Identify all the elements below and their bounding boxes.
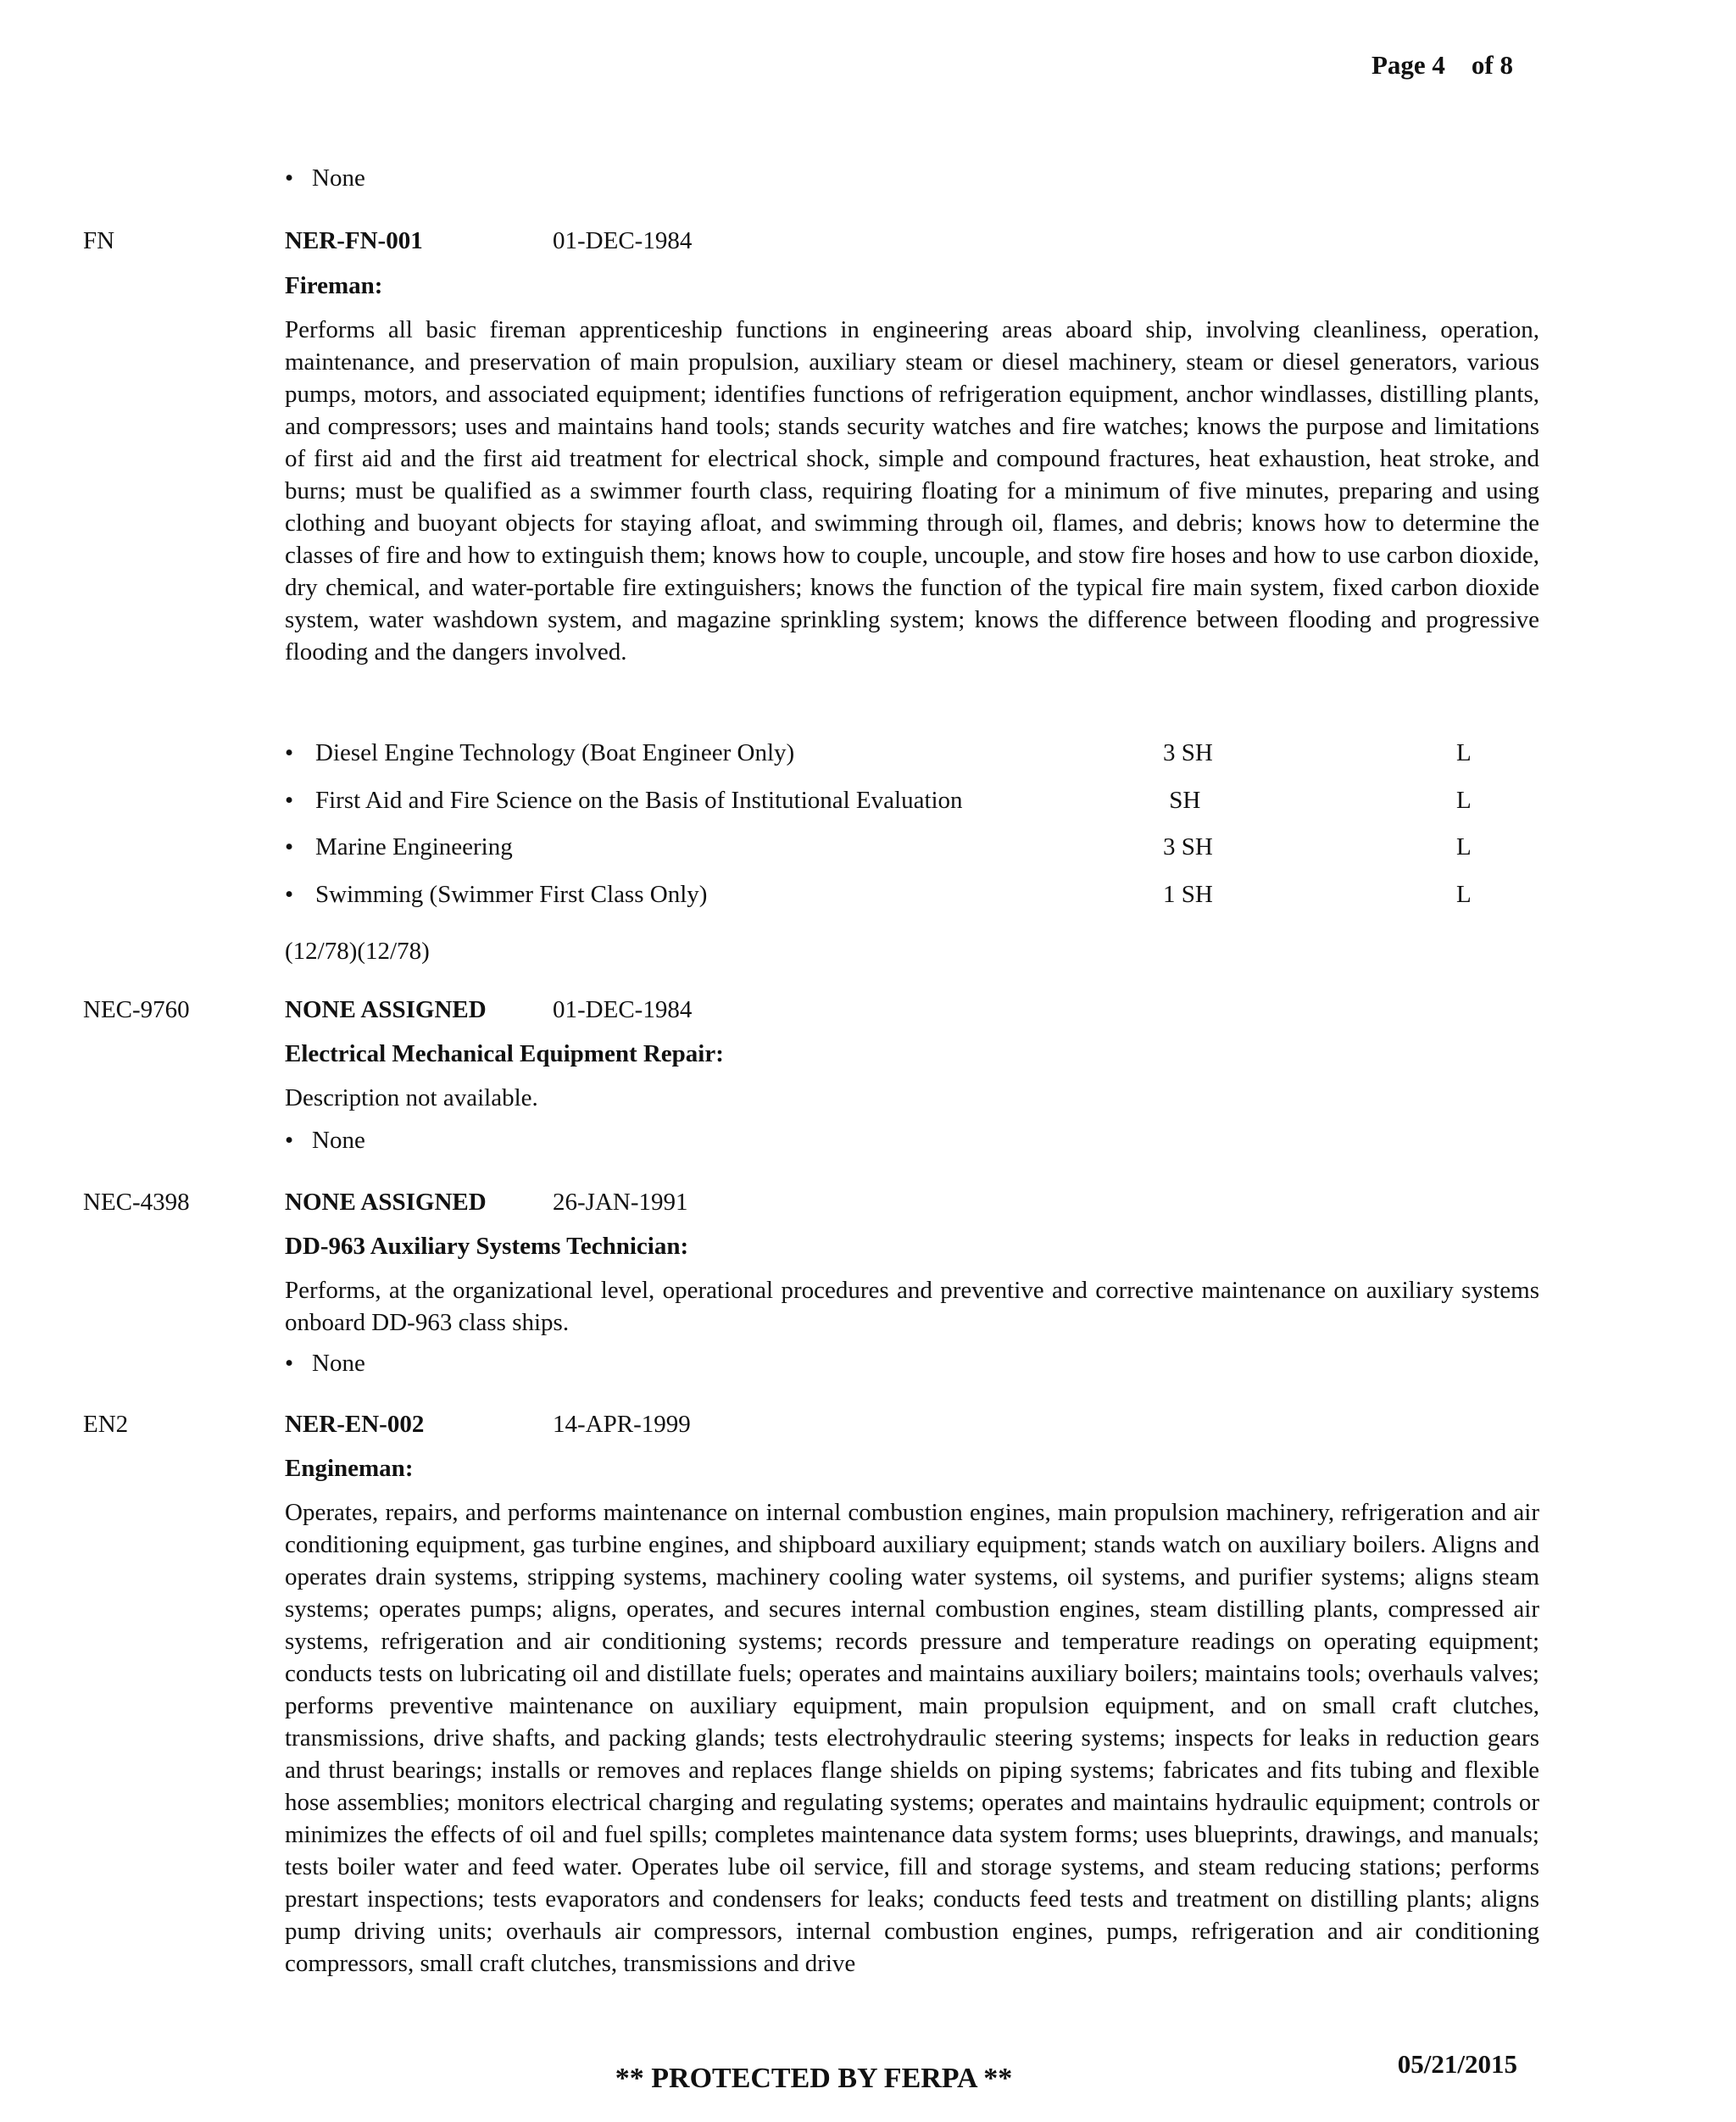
course-level: L <box>1456 833 1472 860</box>
course-row <box>285 878 1488 911</box>
entry-description: Operates, repairs, and performs maintenance on internal combustion engines, main propulsion machinery, refrigeration and air conditioning equipment, gas turbine engines, and shipboard auxiliary equipment; stands watch on auxiliary boilers. Aligns and operates drain systems, stripping systems, machinery cooling water systems, oil systems, and purifier systems; aligns steam systems; operates pumps; aligns, operates, and secures internal combustion engines, steam distilling plants, compressed air systems, refrigeration and air conditioning systems; records pressure and temperature readings on operating equipment; conducts tests on lubricating oil and distillate fuels; operates and maintains auxiliary boilers; maintains tools; overhauls valves; performs preventive maintenance on auxiliary equipment, main propulsion equipment, and on small craft clutches, transmissions, drive shafts, and packing glands; tests electrohydraulic steering systems; inspects for leaks in reduction gears and thrust bearings; installs or removes and replaces flange shields on piping systems; fabricates and fits tubing and flexible hose assemblies; monitors electrical charging and regulating systems; operates and maintains hydraulic equipment; controls or minimizes the effects of oil and fuel spills; completes maintenance data system forms; uses blueprints, drawings, and manuals; tests boiler water and feed water. Operates lube oil service, fill and storage systems, and steam reducing stations; performs prestart inspections; tests evaporators and condensers for leaks; conducts feed tests and treatment on distilling plants; aligns pump driving units; overhauls air compressors, internal combustion engines, pumps, refrigeration and air conditioning compressors, small craft clutches, transmissions and drive <box>285 1499 1539 1977</box>
entry-ner-id: NER-FN-001 <box>285 227 423 254</box>
course-name: • First Aid and Fire Science on the Basis of Institutional Evaluation <box>285 784 963 816</box>
entry-title: DD-963 Auxiliary Systems Technician: <box>285 1233 689 1260</box>
course-level: L <box>1456 881 1472 908</box>
entry-date: 01-DEC-1984 <box>553 996 693 1023</box>
course-level: L <box>1456 739 1472 766</box>
entry-title: Electrical Mechanical Equipment Repair: <box>285 1040 724 1067</box>
footer-date: 05/21/2015 <box>1397 2049 1517 2079</box>
ferpa-notice: ** PROTECTED BY FERPA ** <box>615 2063 1013 2094</box>
course-name: • Swimming (Swimmer First Class Only) <box>285 878 707 911</box>
entry-date: 14-APR-1999 <box>553 1411 691 1438</box>
entry-description: Description not available. <box>285 1084 538 1111</box>
course-level: L <box>1456 787 1472 814</box>
entry-note: (12/78)(12/78) <box>285 938 430 965</box>
entry-ner-id: NER-EN-002 <box>285 1411 425 1438</box>
course-credit: 3 SH <box>1163 739 1213 766</box>
entry-date: 01-DEC-1984 <box>553 227 693 254</box>
entry-ner-id: NONE ASSIGNED <box>285 996 487 1023</box>
entry-description: Performs, at the organizational level, operational procedures and preventive and corrective maintenance on auxiliary systems onboard DD-963 class ships. <box>285 1277 1539 1336</box>
entry-title: Engineman: <box>285 1455 414 1482</box>
entry-description: Performs all basic fireman apprenticeship functions in engineering areas aboard ship, involving cleanliness, operation, maintenance, and preservation of main propulsion, auxiliary steam or diesel machinery, steam or diesel generators, various pumps, motors, and associated equipment; identifies functions of refrigeration equipment, anchor windlasses, distilling plants, and compressors; uses and maintains hand tools; stands security watches and fire watches; knows the purpose and limitations of first aid and the first aid treatment for electrical shock, simple and compound fractures, heat exhaustion, heat stroke, and burns; must be qualified as a swimmer fourth class, requiring floating for a minimum of five minutes, preparing and using clothing and buoyant objects for staying afloat, and swimming through oil, flames, and debris; knows how to determine the classes of fire and how to extinguish them; knows how to couple, uncouple, and stow fire hoses and how to use carbon dioxide, dry chemical, and water-portable fire extinguishers; knows the function of the typical fire main system, fixed carbon dioxide system, water washdown system, and magazine sprinkling system; knows the difference between flooding and progressive flooding and the dangers involved. <box>285 316 1539 666</box>
course-row <box>285 737 1488 769</box>
entry-date: 26-JAN-1991 <box>553 1189 688 1216</box>
course-credit: 3 SH <box>1163 833 1213 860</box>
entry-bullet: • None <box>285 1124 365 1156</box>
page-total: of 8 <box>1471 50 1513 80</box>
entry-code: NEC-9760 <box>83 996 190 1023</box>
entry-bullet: • None <box>285 1347 365 1379</box>
entry-title: Fireman: <box>285 272 383 299</box>
page-label: Page 4 <box>1371 50 1445 80</box>
entry-code: NEC-4398 <box>83 1189 190 1216</box>
entry-code: FN <box>83 227 115 254</box>
entry-code: EN2 <box>83 1411 129 1438</box>
page-number <box>1372 49 1513 81</box>
course-name: • Marine Engineering <box>285 831 513 863</box>
course-name: • Diesel Engine Technology (Boat Engineer Only) <box>285 737 794 769</box>
course-credit: 1 SH <box>1163 881 1213 908</box>
intro-bullet: • None <box>285 162 365 194</box>
entry-ner-id: NONE ASSIGNED <box>285 1189 487 1216</box>
course-row <box>285 831 1488 863</box>
course-credit: SH <box>1163 787 1201 814</box>
course-row <box>285 784 1488 816</box>
